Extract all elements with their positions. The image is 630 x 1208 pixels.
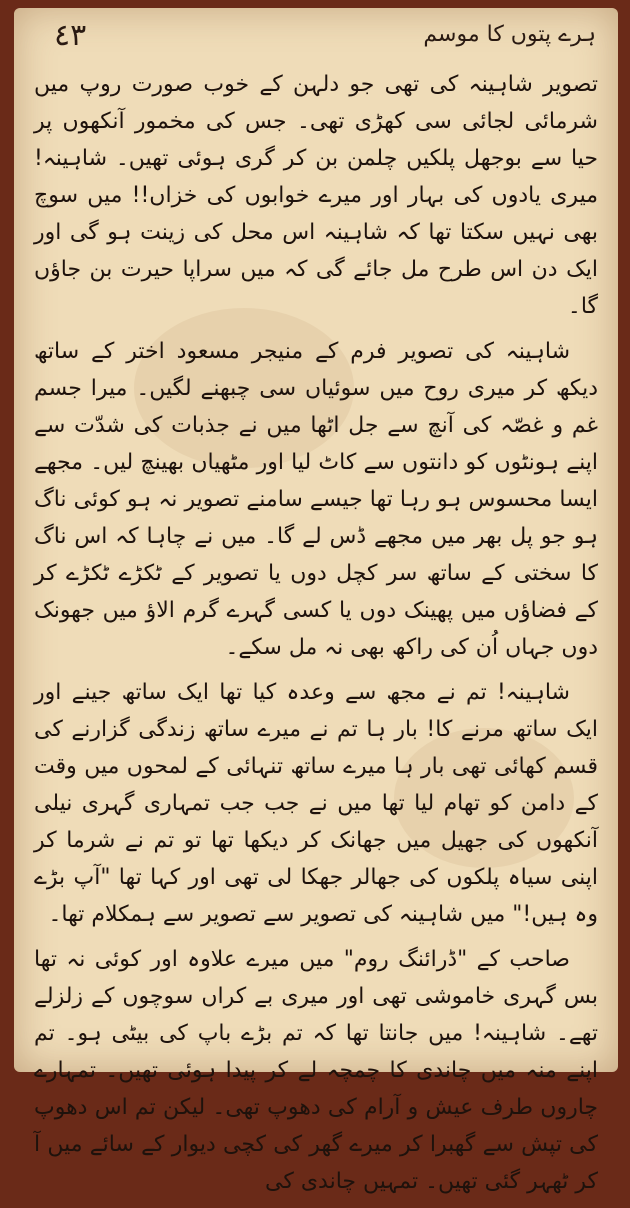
page-header bbox=[32, 14, 600, 60]
book-page bbox=[14, 8, 618, 1194]
body-text bbox=[34, 66, 598, 1208]
paragraph: شاہینہ کی تصویر فرم کے منیجر مسعود اختر کے ساتھ دیکھ کر میری روح میں سوئیاں سی چبھنے لگیں۔ میرا جسم غم و غصّہ کی آنچ سے جل اٹھا میں نے جذبات کی شدّت سے اپنے ہونٹوں کو دانتوں سے کاٹ لیا اور مٹھیاں بھینچ لیں۔ مجھے ایسا محسوس ہو رہا تھا جیسے سامنے تصویر نہ ہو کوئی ناگ ہو جو پل بھر میں مجھے ڈس لے گا۔ میں نے چاہا کہ اس ناگ کا سختی کے ساتھ سر کچل دوں یا تصویر کے ٹکڑے ٹکڑے کر کے فضاؤں میں پھینک دوں یا کسی گہرے گرم الاؤ میں جھونک دوں جہاں اُن کی راکھ بھی نہ مل سکے۔ bbox=[34, 339, 598, 660]
paragraph: تصویر شاہینہ کی تھی جو دلہن کے خوب صورت روپ میں شرمائی لجائی سی کھڑی تھی۔ جس کی مخمور آنکھوں پر حیا سے بوجھل پلکیں چلمن بن کر گری ہوئی تھیں۔ شاہینہ! میری یادوں کی بہار اور میرے خوابوں کی خزاں!! میں سوچ بھی نہیں سکتا تھا کہ شاہینہ اس محل کی زینت ہو گی اور ایک دن اس طرح مل جائے گی کہ میں سراپا حیرت بن جاؤں گا۔ bbox=[34, 72, 598, 319]
running-title: ہرے پتوں کا موسم bbox=[423, 22, 596, 47]
paragraph: صاحب کے "ڈرائنگ روم" میں میرے علاوہ اور کوئی نہ تھا بس گہری خاموشی تھی اور میری بے کراں سوچوں کے زلزلے تھے۔ شاہینہ! میں جانتا تھا کہ تم بڑے باپ کی بیٹی ہو۔ تم اپنے منہ میں چاندی کا چمچہ لے کر پیدا ہوئی تھیں۔ تمہارے چاروں طرف عیش و آرام کی دھوپ تھی۔ لیکن تم اس دھوپ کی تپش سے گھبرا کر میرے گھر کی کچی دیوار کے سائے میں آ کر ٹھہر گئی تھیں۔ تمہیں چاندی کی bbox=[34, 947, 598, 1194]
page-number: ٤٣ bbox=[54, 18, 87, 53]
paragraph: شاہینہ! تم نے مجھ سے وعدہ کیا تھا ایک ساتھ جینے اور ایک ساتھ مرنے کا! بار ہا تم نے میرے ساتھ زندگی گزارنے کی قسم کھائی تھی بار ہا میرے ساتھ تنہائی کے لمحوں میں وقت کے دامن کو تھام لیا تھا میں نے جب جب تمہاری گہری نیلی آنکھوں کی جھیل میں جھانک کر دیکھا تھا تو تم نے شرما کر اپنی سیاہ پلکوں کی جھالر جھکا لی تھی اور کہا تھا "آپ بڑے وہ ہیں!" میں شاہینہ کی تصویر سے تصویر سے ہمکلام تھا۔ bbox=[34, 680, 598, 927]
